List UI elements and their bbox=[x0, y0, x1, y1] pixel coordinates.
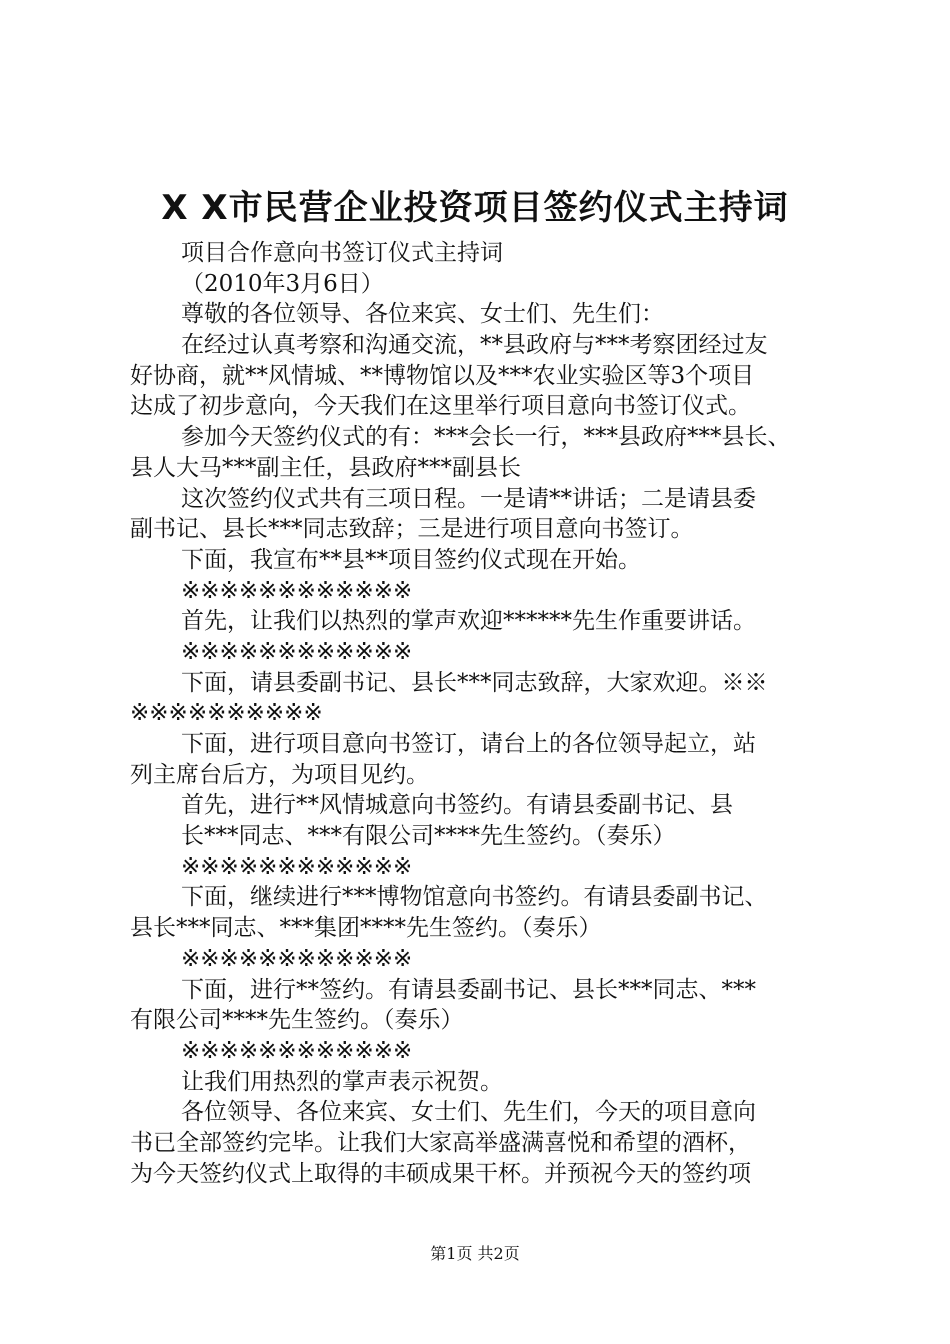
text-line: 为今天签约仪式上取得的丰硕成果干杯。并预祝今天的签约项 bbox=[130, 1160, 751, 1187]
text-line: 项目合作意向书签订仪式主持词 bbox=[181, 240, 503, 266]
text-line: 首先，让我们以热烈的掌声欢迎******先生作重要讲话。 bbox=[181, 608, 756, 635]
text-line: 各位领导、各位来宾、女士们、先生们，今天的项目意向 bbox=[181, 1099, 756, 1126]
text-line: （2010年3月6日） bbox=[181, 270, 384, 297]
text-line: 列主席台后方，为项目见约。 bbox=[130, 761, 429, 788]
text-line: 县人大马***副主任，县政府***副县长 bbox=[130, 454, 521, 481]
text-line: 县长***同志、***集团****先生签约。（奏乐） bbox=[130, 915, 602, 942]
document-title: X X市民营企业投资项目签约仪式主持词 bbox=[161, 188, 789, 228]
text-line: 下面，进行项目意向书签订，请台上的各位领导起立，站 bbox=[181, 731, 756, 757]
text-line: ※※※※※※※※※※※※ bbox=[181, 577, 413, 604]
text-line: 在经过认真考察和沟通交流，**县政府与***考察团经过友 bbox=[181, 332, 768, 359]
text-line: ※※※※※※※※※※ bbox=[130, 700, 323, 727]
text-line: 下面，进行**签约。有请县委副书记、县长***同志、*** bbox=[181, 976, 756, 1003]
text-line: 书已全部签约完毕。让我们大家高举盛满喜悦和希望的酒杯， bbox=[130, 1129, 751, 1156]
text-line: ※※※※※※※※※※※※ bbox=[181, 945, 413, 972]
text-line: 长***同志、***有限公司****先生签约。（奏乐） bbox=[181, 823, 676, 850]
text-line: 尊敬的各位领导、各位来宾、女士们、先生们： bbox=[181, 301, 664, 328]
document-body bbox=[130, 238, 835, 1189]
text-line: 副书记、县长***同志致辞；三是进行项目意向书签订。 bbox=[130, 516, 694, 543]
text-line: 下面，我宣布**县**项目签约仪式现在开始。 bbox=[181, 546, 641, 573]
text-line: 参加今天签约仪式的有：***会长一行，***县政府***县长、 bbox=[181, 424, 791, 451]
page-footer: 第1页 共2页 bbox=[430, 1244, 520, 1263]
text-line: ※※※※※※※※※※※※ bbox=[181, 1037, 413, 1064]
text-line: 下面，继续进行***博物馆意向书签约。有请县委副书记、 bbox=[181, 884, 768, 911]
text-line: 有限公司****先生签约。（奏乐） bbox=[130, 1007, 464, 1034]
text-line: ※※※※※※※※※※※※ bbox=[181, 638, 413, 665]
text-line: 这次签约仪式共有三项日程。一是请**讲话；二是请县委 bbox=[181, 485, 756, 512]
text-line: 好协商，就**风情城、**博物馆以及***农业实验区等3个项目 bbox=[130, 362, 755, 389]
text-line: 首先，进行**风情城意向书签约。有请县委副书记、县 bbox=[181, 792, 733, 819]
text-line: 让我们用热烈的掌声表示祝贺。 bbox=[181, 1068, 503, 1095]
text-line: 达成了初步意向，今天我们在这里举行项目意向书签订仪式。 bbox=[130, 393, 751, 420]
text-line: ※※※※※※※※※※※※ bbox=[181, 853, 413, 880]
text-line: 下面，请县委副书记、县长***同志致辞，大家欢迎。※※ bbox=[181, 669, 768, 696]
